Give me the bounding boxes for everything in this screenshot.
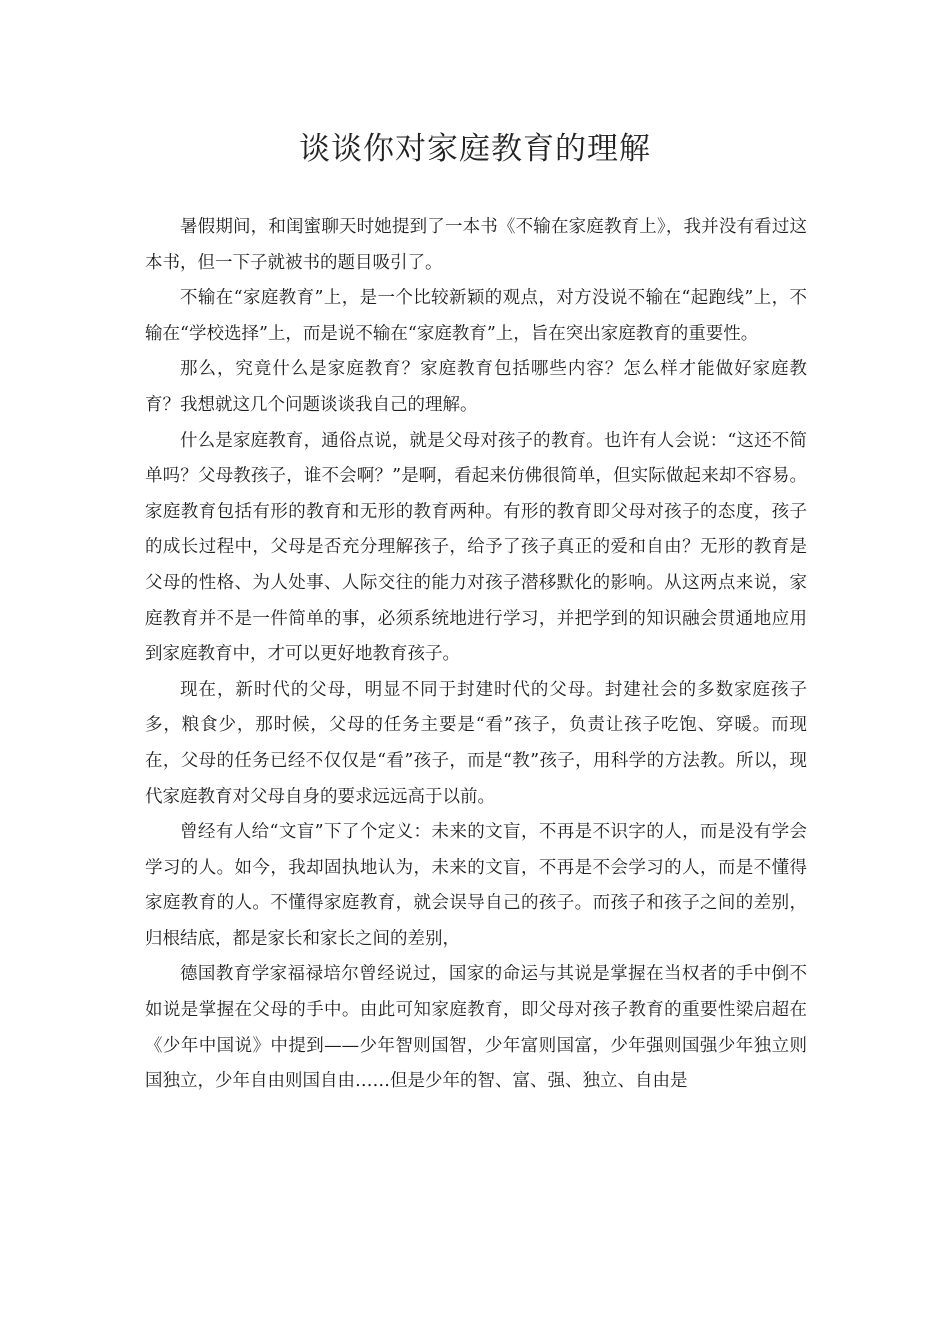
paragraph: 不输在“家庭教育”上，是一个比较新颖的观点，对方没说不输在“起跑线”上，不输在“学校选择”上，而是说不输在“家庭教育”上，旨在突出家庭教育的重要性。 (145, 288, 807, 344)
document-body (145, 210, 807, 1100)
paragraph: 德国教育学家福禄培尔曾经说过，国家的命运与其说是掌握在当权者的手中倒不如说是掌握在父母的手中。由此可知家庭教育，即父母对孩子教育的重要性梁启超在《少年中国说》中提到——少年智则国智，少年富则国富，少年强则国强少年独立则国独立，少年自由则国自由……但是少年的智、富、强、独立、自由是 (145, 964, 807, 1092)
paragraph: 那么，究竟什么是家庭教育？家庭教育包括哪些内容？怎么样才能做好家庭教育？我想就这几个问题谈谈我自己的理解。 (145, 359, 807, 415)
paragraph: 什么是家庭教育，通俗点说，就是父母对孩子的教育。也许有人会说：“这还不简单吗？父母教孩子，谁不会啊？”是啊，看起来仿佛很简单，但实际做起来却不容易。家庭教育包括有形的教育和无形的教育两种。有形的教育即父母对孩子的态度，孩子的成长过程中，父母是否充分理解孩子，给予了孩子真正的爱和自由？无形的教育是父母的性格、为人处事、人际交往的能力对孩子潜移默化的影响。从这两点来说，家庭教育并不是一件简单的事，必须系统地进行学习，并把学到的知识融会贯通地应用到家庭教育中，才可以更好地教育孩子。 (145, 430, 807, 665)
document-title: 谈谈你对家庭教育的理解 (299, 131, 651, 167)
paragraph: 暑假期间，和闺蜜聊天时她提到了一本书《不输在家庭教育上》，我并没有看过这本书，但一下子就被书的题目吸引了。 (145, 217, 807, 273)
paragraph: 现在，新时代的父母，明显不同于封建时代的父母。封建社会的多数家庭孩子多，粮食少，那时候，父母的任务主要是“看”孩子，负责让孩子吃饱、穿暖。而现在，父母的任务已经不仅仅是“看”孩子，而是“教”孩子，用科学的方法教。所以，现代家庭教育对父母自身的要求远远高于以前。 (145, 679, 807, 807)
paragraph: 曾经有人给“文盲”下了个定义：未来的文盲，不再是不识字的人，而是没有学会学习的人。如今，我却固执地认为，未来的文盲，不再是不会学习的人，而是不懂得家庭教育的人。不懂得家庭教育，就会误导自己的孩子。而孩子和孩子之间的差别，归根结底，都是家长和家长之间的差别， (145, 822, 807, 949)
